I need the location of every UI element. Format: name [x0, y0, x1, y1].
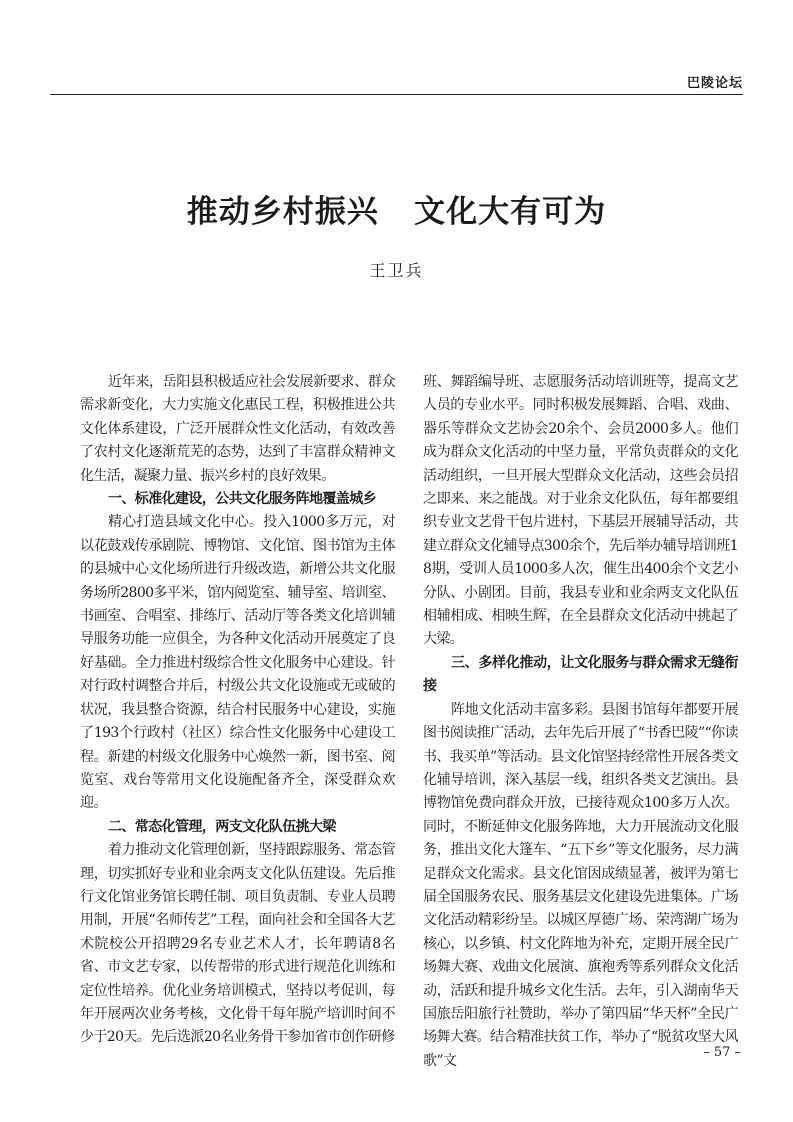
left-column — [80, 371, 395, 1050]
paragraph-intro: 近年来，岳阳县积极适应社会发展新要求、群众需求新变化，大力实施文化惠民工程，积极推进公共文化体系建设，广泛开展群众性文化活动，有效改善了农村文化逐渐荒芜的态势，达到了丰富群众精神文化生活，凝聚力量、振兴乡村的良好效果。 — [80, 374, 395, 484]
journal-name: 巴陵论坛 — [686, 76, 743, 91]
paragraph-section-1: 精心打造县域文化中心。投入1000多万元，对以花鼓戏传承剧院、博物馆、文化馆、图书馆为主体的县城中心文化场所进行升级改造，新增公共文化服务场所2800多平米，馆内阅览室、辅导室、培训室、书画室、合唱室、排练厅、活动厅等各类文化培训辅导服务功能一应俱全，为各种文化活动开展奠定了良好基础。全力推进村级综合性文化服务中心建设。针对行政村调整合并后，村级公共文化设施或无或破的状况，我县整合资源，结合村民服务中心建设，实施了193个行政村（社区）综合性文化服务中心建设工程。新建的村级文化服务中心焕然一新，图书室、阅览室、戏台等常用文化设施配备齐全，深受群众欢迎。 — [80, 514, 395, 812]
paragraph-section-2: 着力推动文化管理创新，坚持跟踪服务、常态管理，切实抓好专业和业余两支文化队伍建设。先后推行文化馆业务馆长聘任制、项目负责制、专业人员聘用制，开展“名师传艺”工程，面向社会和全国各大艺术院校公开招聘29名专业艺术人才，长年聘请8名省、市文艺专家，以传帮带的形式进行规范化训练和定位性培养。优化业务培训模式，坚持以考促训，每年开展两次业务考核，文化骨干每年脱产培训时间不少于20天。先后选派20名业务骨干参加省市创作研修 — [80, 842, 395, 1046]
paragraph-section-3: 阵地文化活动丰富多彩。县图书馆每年都要开展图书阅读推广活动，去年先后开展了“书香巴陵”“你读书、我买单”等活动。县文化馆坚持经常性开展各类文化辅导培训，深入基层一线，组织各类文艺演出。县博物馆免费向群众开放，已接待观众100多万人次。同时，不断延伸文化服务阵地，大力开展流动文化服务，推出文化大篷车、“五下乡”等文化服务，尽力满足群众文化需求。县文化馆因成绩显著，被评为第七届全国服务农民、服务基层文化建设先进集体。广场文化活动精彩纷呈。以城区厚德广场、荣湾湖广场为核心，以乡镇、村文化阵地为补充，定期开展全民广场舞大赛、戏曲文化展演、旗袍秀等系列群众文化活动，活跃和提升城乡文化生活。去年，引入湖南华天国旅岳阳旅行社赞助，举办了第四届“华天杯”全民广场舞大赛。结合精准扶贫工作，举办了“脱贫攻坚大风歌”文 — [423, 701, 738, 1069]
right-column — [423, 371, 738, 1073]
article-author: 王卫兵 — [369, 261, 424, 280]
page-number: – 57 – — [703, 1045, 741, 1060]
section-heading-1: 一、标准化建设，公共文化服务阵地覆盖城乡 — [108, 491, 376, 508]
section-heading-3: 三、多样化推动，让文化服务与群众需求无缝衔接 — [423, 654, 738, 695]
article-title: 推动乡村振兴 文化大有可为 — [186, 194, 607, 230]
header-rule — [50, 94, 743, 95]
section-heading-2: 二、常态化管理，两支文化队伍挑大梁 — [108, 818, 336, 835]
paragraph-section-2-cont: 班、舞蹈编导班、志愿服务活动培训班等，提高文艺人员的专业水平。同时积极发展舞蹈、合唱、戏曲、器乐等群众文艺协会20余个、会员2000多人。他们成为群众文化活动的中坚力量，平常负责群众的文化活动组织，一旦开展大型群众文化活动，这些会员招之即来、来之能战。对于业余文化队伍，每年都要组织专业文艺骨干包片进村，下基层开展辅导活动，共建立群众文化辅导点300余个，先后举办辅导培训班18期，受训人员1000多人次，催生出400余个文艺小分队、小剧团。目前，我县专业和业余两支文化队伍相辅相成、相映生辉，在全县群众文化活动中挑起了大梁。 — [423, 374, 738, 648]
